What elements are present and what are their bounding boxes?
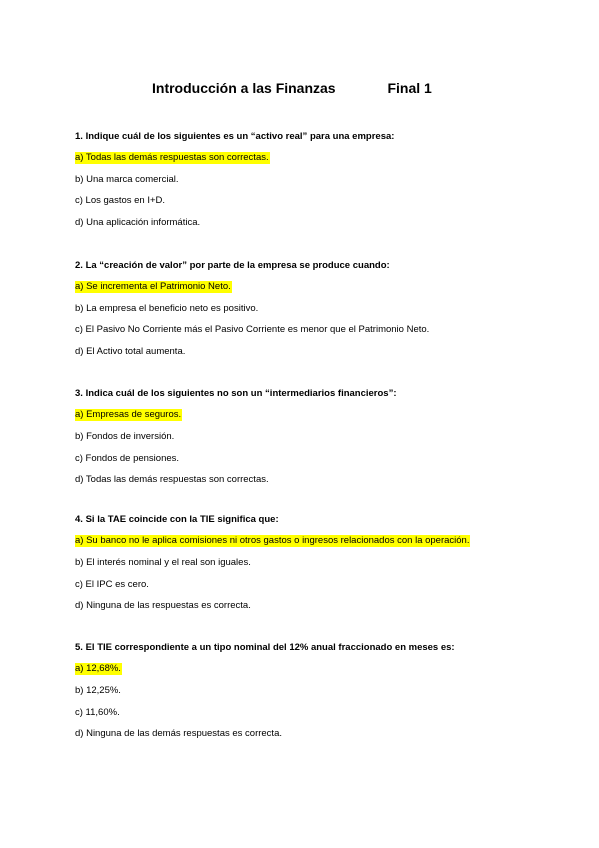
question-text [75,388,575,400]
option-d [75,217,575,229]
option-b [75,685,575,697]
question-text [75,131,575,143]
option-c [75,707,575,719]
question-text [75,642,575,654]
option-text: c) Los gastos en I+D. [75,195,166,207]
option-d [75,728,575,740]
option-a [75,152,575,164]
question-number: 2. [75,260,83,272]
option-text: c) El Pasivo No Corriente más el Pasivo Corriente es menor que el Patrimonio Neto. [75,324,430,336]
option-text: b) Una marca comercial. [75,173,179,185]
question-number: 5. [75,642,83,654]
option-d [75,346,575,358]
option-a [75,663,575,675]
option-text: d) Ninguna de las respuestas es correcta. [75,600,251,612]
question-1 [75,131,575,229]
question-list [75,131,575,771]
option-text: c) Fondos de pensiones. [75,452,180,464]
question-2 [75,260,575,358]
option-d [75,600,575,612]
option-text: b) 12,25%. [75,684,121,696]
question-stem: Si la TAE coincide con la TIE significa que: [85,514,279,526]
option-text: a) Se incrementa el Patrimonio Neto. [75,281,231,293]
page-title [152,80,432,96]
question-4 [75,514,575,612]
option-text: b) La empresa el beneficio neto es positivo. [75,302,259,314]
option-text: a) Todas las demás respuestas son correctas. [75,152,269,163]
question-stem: La “creación de valor” por parte de la empresa se produce cuando: [85,260,390,272]
option-c [75,453,575,465]
option-text: a) 12,68%. [75,663,121,675]
exam-label: Final 1 [387,80,432,96]
question-number: 3. [75,388,83,400]
option-b [75,557,575,569]
option-text: b) Fondos de inversión. [75,430,175,442]
option-c [75,579,575,591]
option-c [75,195,575,207]
option-text: b) El interés nominal y el real son iguales. [75,556,251,568]
option-text: d) Ninguna de las demás respuestas es correcta. [75,728,282,740]
option-text: a) Empresas de seguros. [75,409,182,421]
option-c [75,324,575,336]
course-title: Introducción a las Finanzas [152,80,336,96]
option-text: c) El IPC es cero. [75,578,149,590]
question-number: 1. [75,131,83,142]
option-d [75,474,575,486]
option-b [75,303,575,315]
question-text [75,260,575,272]
option-a [75,409,575,421]
option-text: a) Su banco no le aplica comisiones ni otros gastos o ingresos relacionados con la operación. [75,535,470,547]
option-a [75,281,575,293]
option-text: d) El Activo total aumenta. [75,346,186,358]
option-b [75,174,575,186]
option-text: d) Una aplicación informática. [75,217,201,229]
question-stem: Indica cuál de los siguientes no son un “intermediarios financieros”: [85,388,397,400]
question-3 [75,388,575,486]
question-number: 4. [75,514,83,526]
question-stem: El TIE correspondiente a un tipo nominal del 12% anual fraccionado en meses es: [85,642,455,654]
option-text: d) Todas las demás respuestas son correctas. [75,474,269,486]
question-5 [75,642,575,740]
question-stem: Indique cuál de los siguientes es un “activo real” para una empresa: [85,131,395,142]
option-text: c) 11,60%. [75,706,120,718]
question-text [75,514,575,526]
option-b [75,431,575,443]
option-a [75,535,575,547]
